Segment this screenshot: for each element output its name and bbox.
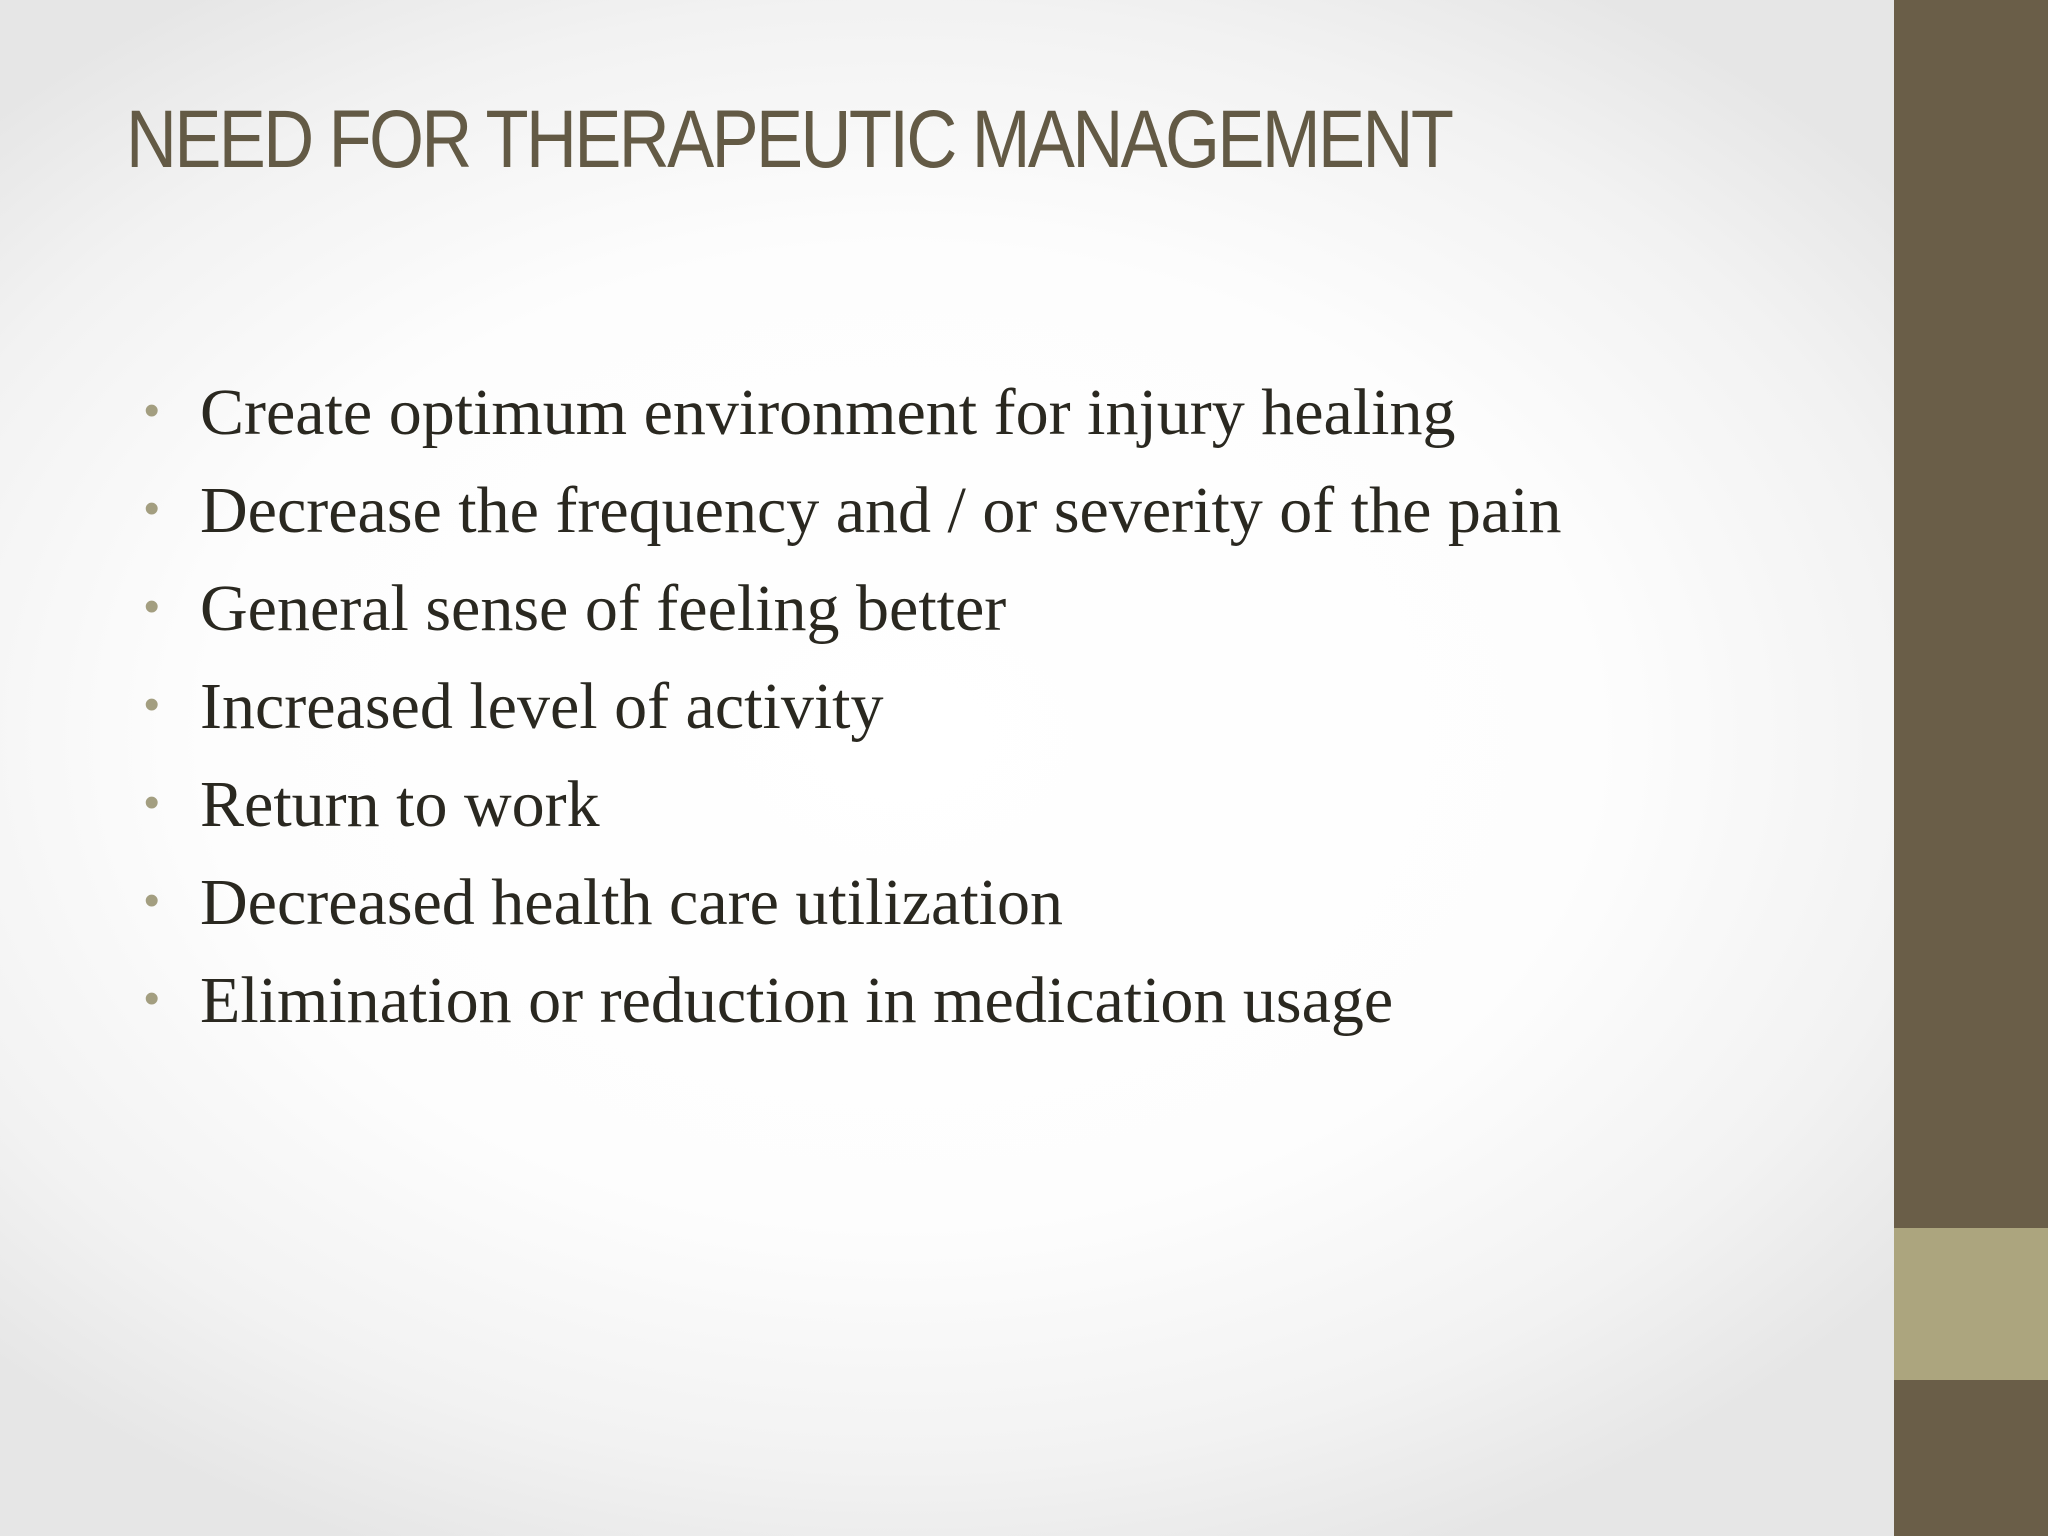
bullet-text: General sense of feeling better bbox=[200, 572, 1007, 645]
bullet-item bbox=[144, 658, 1562, 756]
bullet-item bbox=[144, 756, 1562, 854]
bullet-item bbox=[144, 462, 1562, 560]
bullet-text: Decreased health care utilization bbox=[200, 866, 1064, 939]
bullet-item bbox=[144, 854, 1562, 952]
bullet-point-icon: • bbox=[144, 484, 160, 533]
decorative-side-bar bbox=[1894, 0, 2048, 1536]
bullet-list bbox=[144, 364, 1562, 1050]
bullet-item bbox=[144, 560, 1562, 658]
bullet-point-icon: • bbox=[144, 386, 160, 435]
bullet-text: Elimination or reduction in medication usage bbox=[200, 964, 1394, 1037]
bullet-text: Increased level of activity bbox=[200, 670, 884, 743]
bullet-point-icon: • bbox=[144, 778, 160, 827]
bullet-text: Create optimum environment for injury healing bbox=[200, 376, 1456, 449]
bullet-point-icon: • bbox=[144, 582, 160, 631]
bullet-point-icon: • bbox=[144, 680, 160, 729]
bullet-text: Return to work bbox=[200, 768, 600, 841]
bullet-item bbox=[144, 364, 1562, 462]
bullet-point-icon: • bbox=[144, 876, 160, 925]
decorative-side-accent bbox=[1894, 1228, 2048, 1380]
bullet-point-icon: • bbox=[144, 974, 160, 1023]
slide-title: NEED FOR THERAPEUTIC MANAGEMENT bbox=[126, 94, 1452, 185]
bullet-text: Decrease the frequency and / or severity of the pain bbox=[200, 474, 1562, 547]
bullet-item bbox=[144, 952, 1562, 1050]
